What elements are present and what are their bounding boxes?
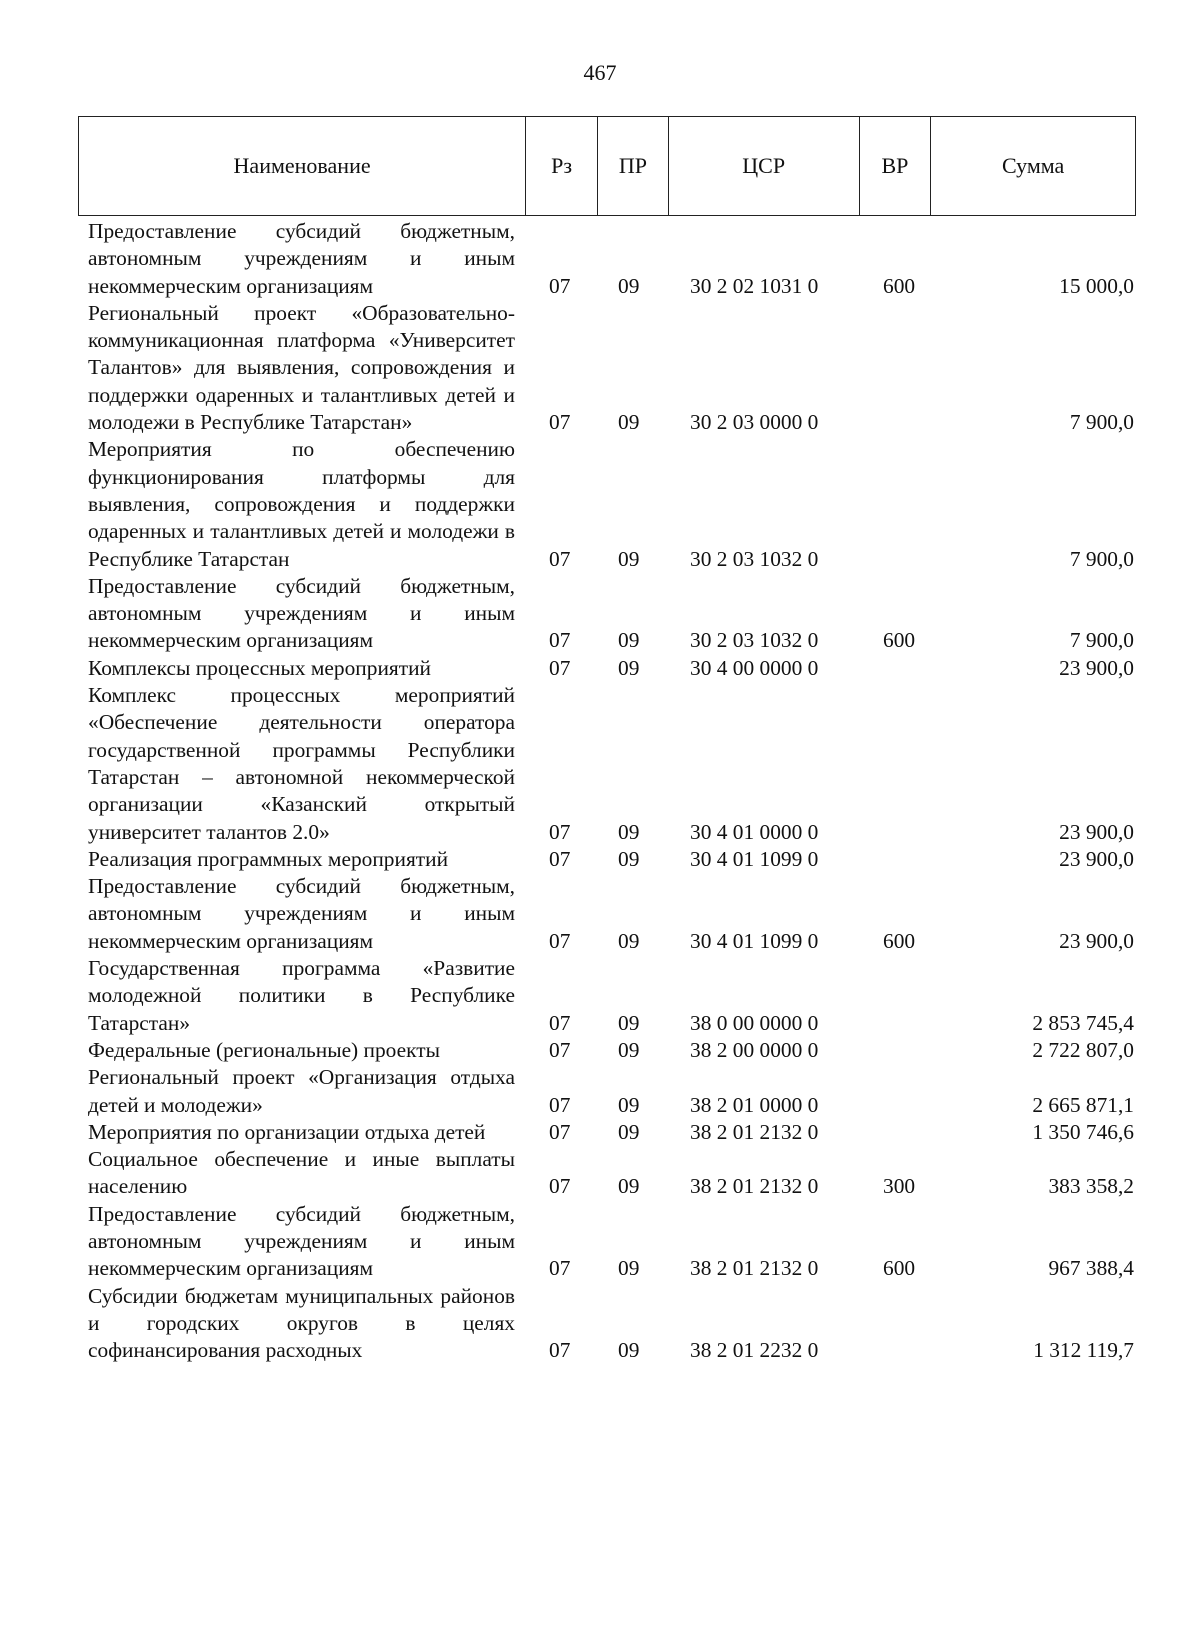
row-sum: 23 900,0 [1059,655,1134,680]
row-sum: 2 853 745,4 [1032,1010,1134,1035]
table-row [88,573,1134,655]
row-pr: 09 [618,655,640,680]
row-pr: 09 [618,273,640,298]
row-csr: 30 2 02 1031 0 [690,273,819,298]
table-row [88,1119,1134,1146]
row-name: Федеральные (региональные) проекты [88,1037,440,1062]
page-number: 467 [583,60,617,85]
row-csr: 38 2 01 0000 0 [690,1092,819,1117]
row-name: Предоставление субсидий бюджетным, автономным учреждениям и иным некоммерческим организациям [88,219,515,298]
row-rz: 07 [549,1092,571,1117]
row-sum: 1 312 119,7 [1033,1338,1134,1363]
row-pr: 09 [618,410,640,435]
row-sum: 2 665 871,1 [1032,1092,1134,1117]
row-pr: 09 [618,628,640,653]
row-name: Региональный проект «Образовательно-коммуникационная платформа «Университет Талантов» для выявления, сопровождения и поддержки одаренных и талантливых детей и молодежи в Республике Татарстан» [88,300,515,435]
row-csr: 30 4 00 0000 0 [690,655,819,680]
row-rz: 07 [549,410,571,435]
table-row [88,655,1134,682]
table-row [88,1201,1134,1283]
row-rz: 07 [549,273,571,298]
row-rz: 07 [549,928,571,953]
table-body [88,218,1134,1364]
row-csr: 38 2 00 0000 0 [690,1037,819,1062]
row-rz: 07 [549,1338,571,1363]
row-pr: 09 [618,819,640,844]
row-name: Предоставление субсидий бюджетным, автономным учреждениям и иным некоммерческим организациям [88,1201,515,1281]
row-vr: 600 [883,273,916,298]
row-rz: 07 [549,1010,571,1035]
row-csr: 38 2 01 2132 0 [690,1174,819,1199]
row-name: Реализация программных мероприятий [88,846,449,871]
row-pr: 09 [618,1174,640,1199]
row-sum: 7 900,0 [1069,628,1134,653]
row-vr: 600 [883,1256,916,1281]
row-sum: 7 900,0 [1069,410,1134,435]
table-row [88,1283,1134,1365]
row-rz: 07 [549,546,571,571]
row-sum: 383 358,2 [1048,1174,1134,1199]
row-pr: 09 [618,1256,640,1281]
row-sum: 1 350 746,6 [1032,1119,1134,1144]
row-csr: 38 2 01 2132 0 [690,1119,819,1144]
row-pr: 09 [618,1092,640,1117]
row-csr: 30 2 03 1032 0 [690,628,819,653]
row-vr: 600 [883,928,916,953]
table-row [88,955,1134,1037]
row-sum: 23 900,0 [1059,846,1134,871]
row-name: Предоставление субсидий бюджетным, автономным учреждениям и иным некоммерческим организациям [88,874,515,953]
table-row [88,873,1134,955]
row-vr: 600 [883,628,916,653]
row-name: Комплексы процессных мероприятий [88,655,431,680]
column-header-sum: Сумма [1002,153,1065,178]
row-pr: 09 [618,1037,640,1062]
row-sum: 967 388,4 [1048,1256,1134,1281]
table-row [88,682,1134,846]
column-header-name: Наименование [79,117,526,215]
row-pr: 09 [618,1338,640,1363]
row-name: Предоставление субсидий бюджетным, автономным учреждениям и иным некоммерческим организациям [88,573,515,653]
table-row [88,1064,1134,1119]
row-name: Государственная программа «Развитие молодежной политики в Республике Татарстан» [88,956,515,1035]
row-vr: 300 [883,1174,916,1199]
row-csr: 38 2 01 2132 0 [690,1256,819,1281]
row-csr: 30 4 01 0000 0 [690,819,819,844]
row-rz: 07 [549,819,571,844]
row-name: Мероприятия по обеспечению функционирования платформы для выявления, сопровождения и поддержки одаренных и талантливых детей и молодежи в Республике Татарстан [88,437,515,571]
table-row [88,1146,1134,1201]
table-header [78,116,1136,216]
row-name: Социальное обеспечение и иные выплаты населению [88,1147,515,1199]
column-header-pr: ПР [598,117,669,215]
row-pr: 09 [618,1119,640,1144]
row-rz: 07 [549,1119,571,1144]
row-name: Региональный проект «Организация отдыха детей и молодежи» [88,1065,515,1117]
row-pr: 09 [618,1010,640,1035]
row-rz: 07 [549,846,571,871]
row-pr: 09 [618,546,640,571]
row-name: Мероприятия по организации отдыха детей [88,1119,486,1144]
row-csr: 30 4 01 1099 0 [690,928,819,953]
row-sum: 7 900,0 [1069,546,1134,571]
row-name: Субсидии бюджетам муниципальных районов и городских округов в целях софинансирования расходных [88,1283,515,1363]
table-row [88,846,1134,873]
row-rz: 07 [549,1174,571,1199]
row-sum: 23 900,0 [1059,819,1134,844]
row-rz: 07 [549,1037,571,1062]
row-csr: 38 0 00 0000 0 [690,1010,819,1035]
row-rz: 07 [549,1256,571,1281]
table-row [88,1037,1134,1064]
table-row [88,436,1134,572]
table-row [88,218,1134,300]
row-csr: 38 2 01 2232 0 [690,1338,819,1363]
row-sum: 2 722 807,0 [1032,1037,1134,1062]
row-rz: 07 [549,655,571,680]
row-pr: 09 [618,846,640,871]
row-pr: 09 [618,928,640,953]
column-header-csr: ЦСР [669,117,860,215]
row-name: Комплекс процессных мероприятий «Обеспечение деятельности оператора государственной программы Республики Татарстан – автономной некоммерческой организации «Казанский открытый университет талантов 2.0» [88,683,515,844]
row-rz: 07 [549,628,571,653]
row-csr: 30 2 03 1032 0 [690,546,819,571]
column-header-rz: Рз [526,117,598,215]
row-csr: 30 4 01 1099 0 [690,846,819,871]
row-csr: 30 2 03 0000 0 [690,410,819,435]
column-header-vr: ВР [860,117,932,215]
table-row [88,300,1134,436]
row-sum: 15 000,0 [1059,273,1134,298]
row-sum: 23 900,0 [1059,928,1134,953]
